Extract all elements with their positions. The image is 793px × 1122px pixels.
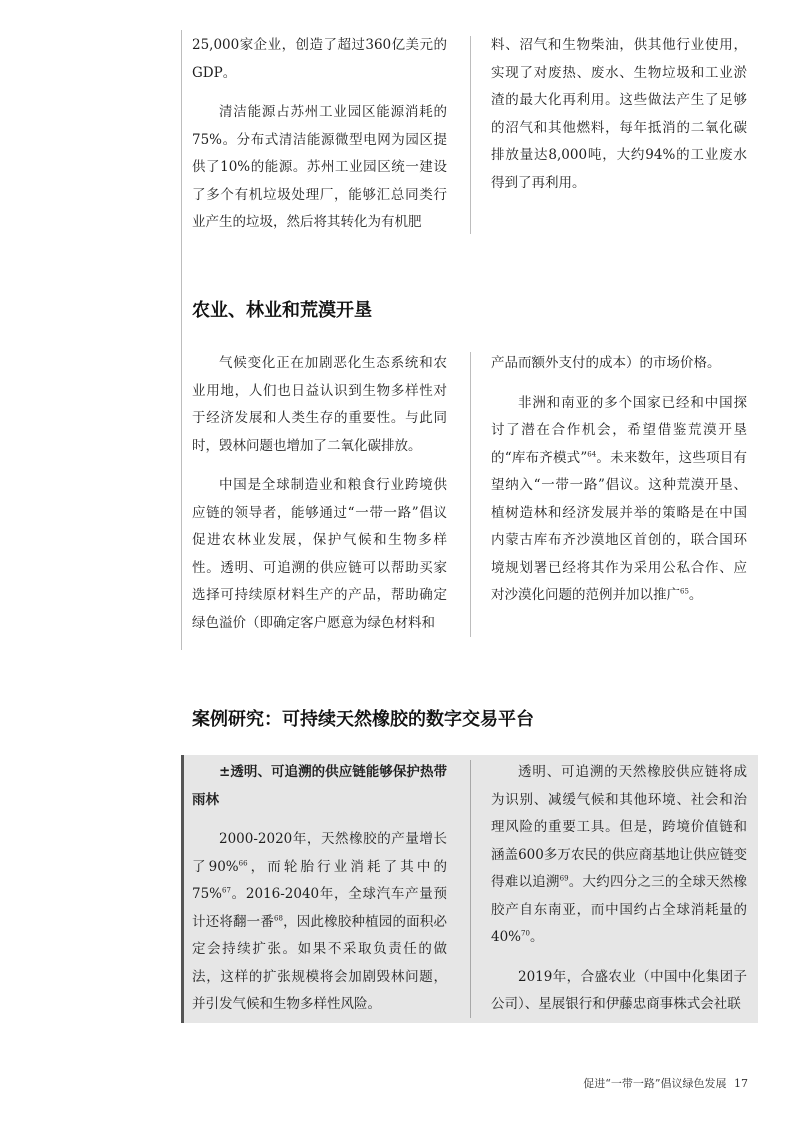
paragraph: 2000-2020年，天然橡胶的产量增长了90%$^{66}$，而轮胎行业消耗了其中的75%$^{67}$。2016-2040年，全球汽车产量预计还将翻一番$^{68}$，因此橡胶种植园的面积必定会持续扩张。如果不采取负责任的做法，这样的扩张规模将会加剧毁林问题，并引发气候和生物多样性风险。: [192, 831, 448, 1012]
section2-left-column: [192, 350, 447, 649]
footnote-ref[interactable]: 70: [521, 929, 530, 938]
paragraph: 气候变化正在加剧恶化生态系统和农业用地，人们也日益认识到生物多样性对于经济发展和人类生存的重要性。与此同时，毁林问题也增加了二氧化碳排放。: [192, 355, 447, 454]
footnote-ref[interactable]: 69: [559, 874, 569, 883]
paragraph: 产品而额外支付的成本）的市场价格。: [491, 355, 721, 371]
section1-left-column: [192, 32, 447, 249]
column-divider-2: [470, 352, 471, 637]
footnote-ref[interactable]: 64: [587, 450, 597, 458]
margin-rule: [181, 30, 182, 650]
paragraph: 非洲和南亚的多个国家已经和中国探讨了潜在合作机会，希望借鉴荒漠开垦的“库布齐模式”$^{64}$。未来数年，这些项目有望纳入“一带一路”倡议。这种荒漠开垦、植树造林和经济发展并举的策略是在中国内蒙古库布齐沙漠地区首创的，联合国环境规划署已经将其作为采用公私合作、应对沙漠化问题的范例并加以推广$^{65}$。: [491, 394, 748, 603]
section-heading-agriculture: 农业、林业和荒漠开垦: [192, 300, 372, 321]
paragraph: 25,000家企业，创造了超过360亿美元的GDP。: [192, 37, 447, 81]
paragraph: 料、沼气和生物柴油，供其他行业使用，实现了对废热、废水、生物垃圾和工业淤渣的最大化再利用。这些做法产生了足够的沼气和其他燃料，每年抵消的二氧化碳排放量达8,000吨，大约94%的工业废水得到了再利用。: [491, 37, 747, 191]
paragraph: 清洁能源占苏州工业园区能源消耗的75%。分布式清洁能源微型电网为园区提供了10%的能源。苏州工业园区统一建设了多个有机垃圾处理厂，能够汇总同类行业产生的垃圾，然后将其转化为有机肥: [192, 104, 447, 230]
footnote-ref[interactable]: 65: [680, 587, 689, 596]
case-study-subtitle: ±透明、可追溯的供应链能够保护热带雨林: [192, 764, 447, 808]
section2-right-column: [491, 350, 747, 622]
case-study-accent-bar: [181, 755, 184, 1023]
paragraph: 透明、可追溯的天然橡胶供应链将成为识别、减缓气候和其他环境、社会和治理风险的重要工具。但是，跨境价值链和涵盖600多万农民的供应商基地让供应链变得难以追溯$^{69}$。大约四分之三的全球天然橡胶产自东南亚，而中国约占全球消耗量的40%$^{70}$。: [491, 764, 748, 945]
section1-right-column: [491, 32, 747, 209]
column-divider-3: [470, 760, 471, 1018]
footnote-ref[interactable]: 67: [222, 886, 231, 895]
page-number: 17: [734, 1077, 748, 1090]
section-heading-case-study: 案例研究：可持续天然橡胶的数字交易平台: [192, 709, 534, 730]
footer-title: 促进“一带一路”倡议绿色发展: [583, 1077, 727, 1090]
column-divider-1: [470, 36, 471, 234]
case-study-left-column: [192, 759, 447, 1031]
footnote-ref[interactable]: 68: [274, 914, 283, 922]
footnote-ref[interactable]: 66: [238, 859, 248, 867]
page-footer: [583, 1075, 748, 1091]
paragraph: 2019年，合盛农业（中国中化集团子公司）、星展银行和伊藤忠商事株式会社联: [491, 968, 747, 1012]
paragraph: 中国是全球制造业和粮食行业跨境供应链的领导者，能够通过“一带一路”倡议促进农林业发展，保护气候和生物多样性。透明、可追溯的供应链可以帮助买家选择可持续原材料生产的产品，帮助确定绿色溢价（即确定客户愿意为绿色材料和: [192, 477, 447, 631]
case-study-right-column: [491, 759, 747, 1031]
